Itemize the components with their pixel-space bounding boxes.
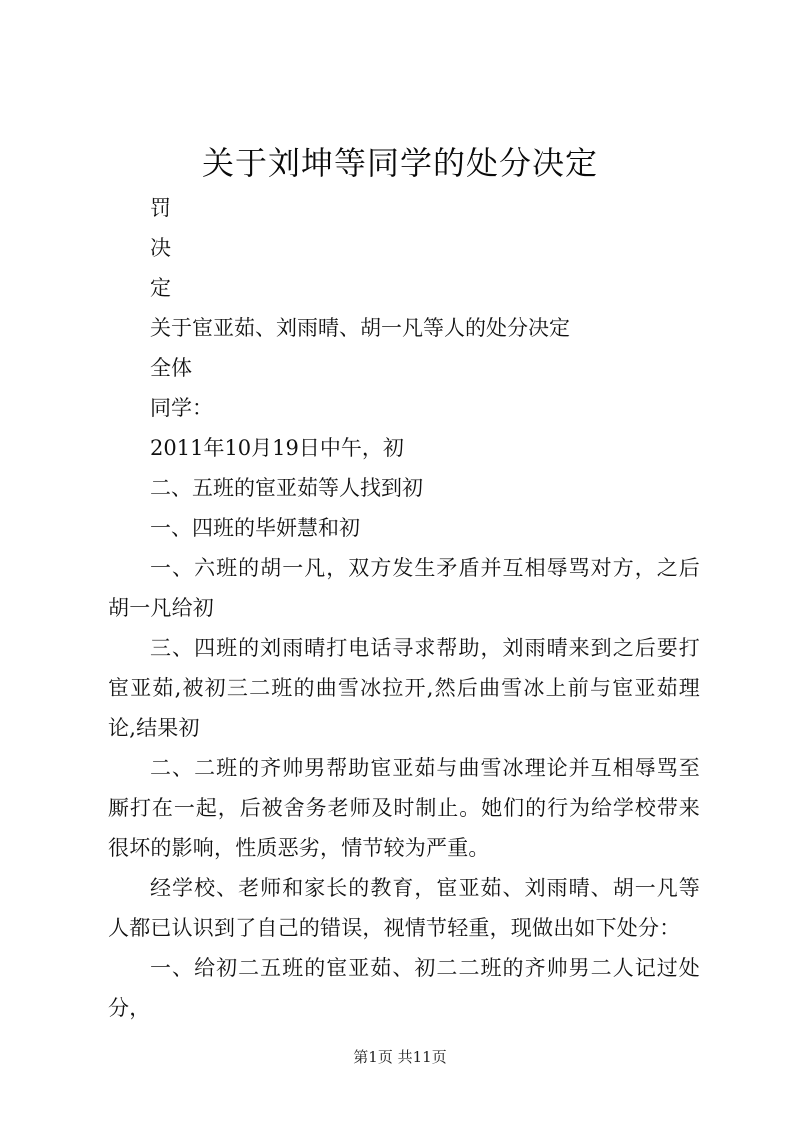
document-body [108, 188, 700, 1028]
body-line: 同学： [150, 396, 213, 420]
body-paragraph: 二、二班的齐帅男帮助宦亚茹与曲雪冰理论并互相辱骂至厮打在一起，后被舍务老师及时制止。她们的行为给学校带来很坏的影响，性质恶劣，情节较为严重。 [108, 756, 700, 860]
body-line: 一、四班的毕妍慧和初 [150, 516, 360, 540]
body-paragraph: 经学校、老师和家长的教育，宦亚茹、刘雨晴、胡一凡等人都已认识到了自己的错误，视情节轻重，现做出如下处分： [108, 876, 700, 940]
date-line: 2011年10月19日中午，初 [150, 436, 404, 460]
body-paragraph: 三、四班的刘雨晴打电话寻求帮助，刘雨晴来到之后要打宦亚茹,被初三二班的曲雪冰拉开,然后曲雪冰上前与宦亚茹理论,结果初 [108, 636, 700, 740]
body-line: 决 [150, 236, 171, 260]
body-line: 定 [150, 276, 171, 300]
page-footer: 第1页 共11页 [353, 1048, 447, 1066]
body-paragraph: 一、给初二五班的宦亚茹、初二二班的齐帅男二人记过处分， [108, 956, 700, 1020]
body-line: 二、五班的宦亚茹等人找到初 [150, 476, 423, 500]
subtitle-line: 关于宦亚茹、刘雨晴、胡一凡等人的处分决定 [150, 316, 570, 340]
document-title: 关于刘坤等同学的处分决定 [201, 144, 598, 182]
body-line: 全体 [150, 356, 192, 380]
body-line: 罚 [150, 196, 171, 220]
body-paragraph: 一、六班的胡一凡，双方发生矛盾并互相辱骂对方，之后胡一凡给初 [108, 556, 700, 620]
